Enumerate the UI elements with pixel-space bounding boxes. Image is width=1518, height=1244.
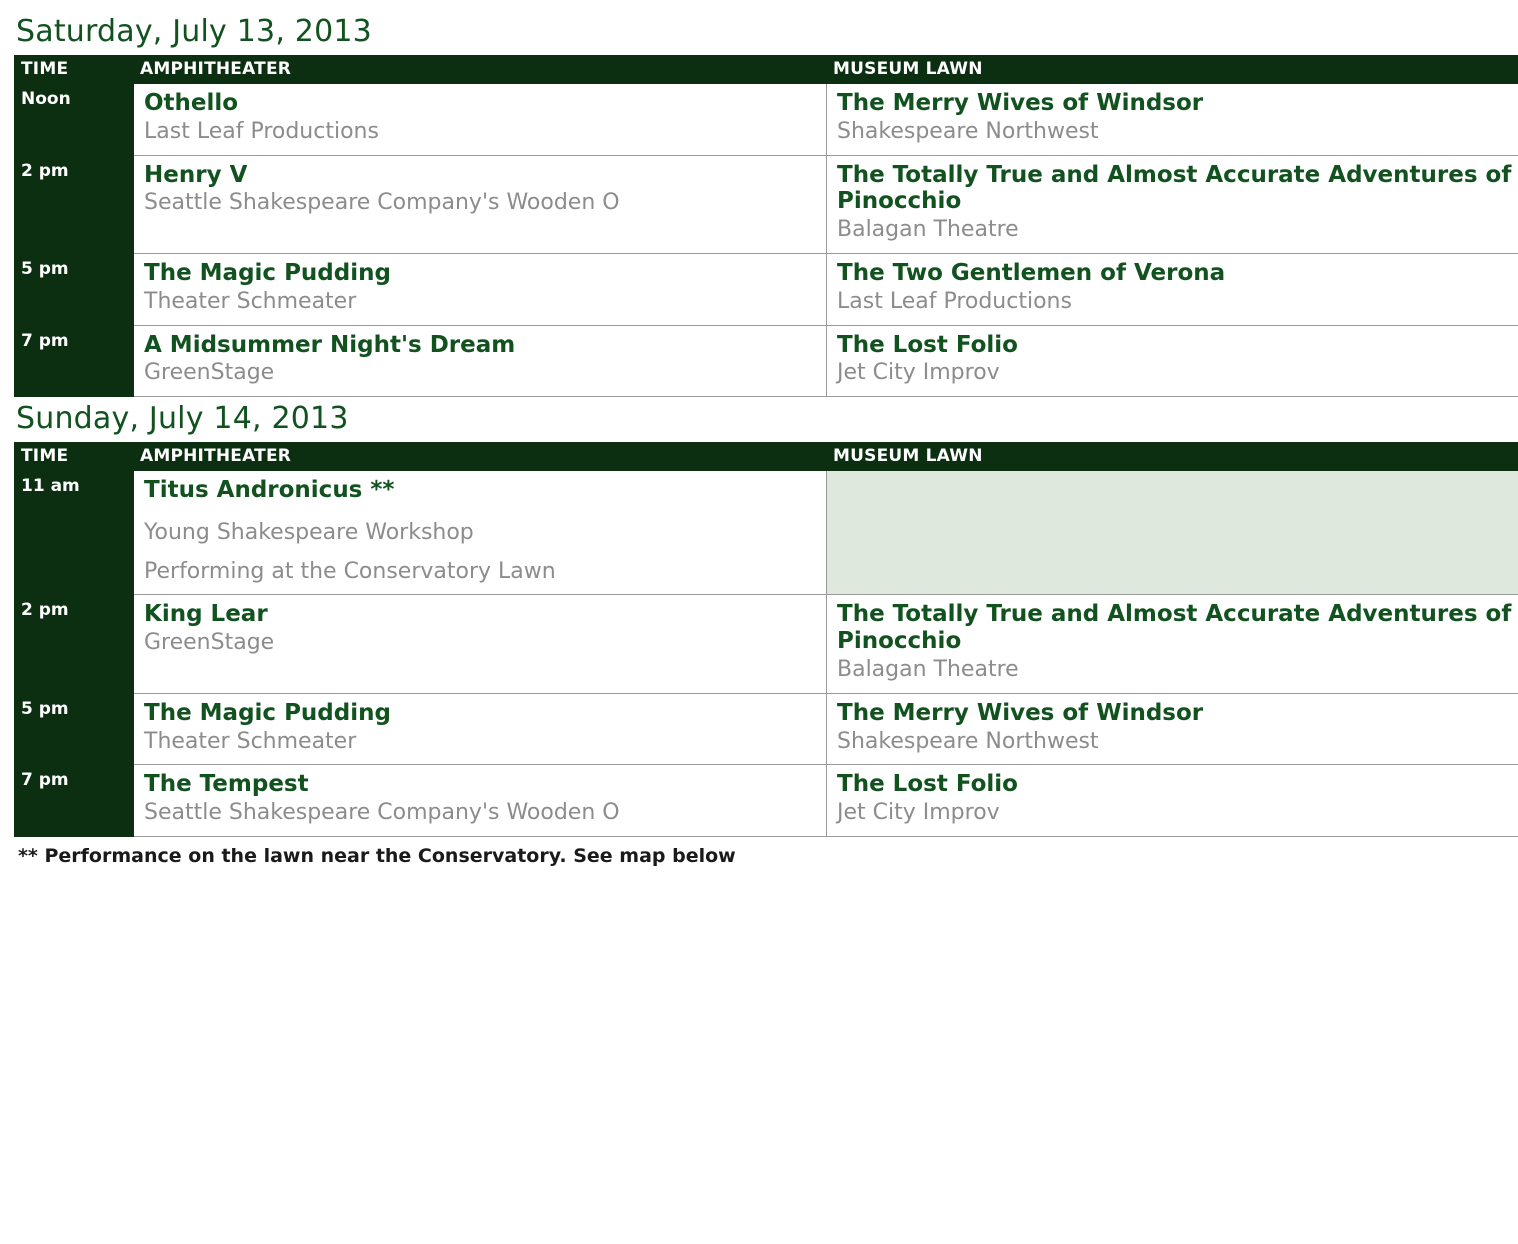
show-title: Henry V	[144, 161, 248, 188]
row-time: 2 pm	[15, 155, 134, 253]
show-title: The Tempest	[144, 771, 309, 798]
row-time: 7 pm	[15, 765, 134, 837]
show-title: King Lear	[144, 601, 268, 628]
show-title: A Midsummer Night's Dream	[144, 331, 516, 358]
column-header-time: TIME	[15, 56, 134, 84]
column-header-museum-lawn: MUSEUM LAWN	[827, 56, 1518, 84]
museum-lawn-cell	[827, 325, 1518, 397]
show-company: Balagan Theatre	[837, 217, 1019, 243]
show-title: Titus Andronicus **	[144, 477, 395, 504]
show-title: The Magic Pudding	[144, 259, 391, 286]
museum-lawn-cell	[827, 84, 1518, 156]
table-row	[15, 253, 1518, 325]
show-company: Last Leaf Productions	[144, 118, 379, 144]
museum-lawn-cell	[827, 765, 1518, 837]
show-location-note: Performing at the Conservatory Lawn	[144, 558, 556, 584]
show-title: The Lost Folio	[837, 331, 1018, 358]
show-company: Theater Schmeater	[144, 288, 357, 314]
row-time: 5 pm	[15, 253, 134, 325]
row-time: 2 pm	[15, 595, 134, 693]
row-time: Noon	[15, 84, 134, 156]
show-title: The Merry Wives of Windsor	[837, 90, 1204, 116]
table-header-row	[15, 56, 1518, 84]
show-title: The Totally True and Almost Accurate Adventures of Pinocchio	[837, 161, 1512, 215]
amphitheater-cell	[134, 325, 827, 397]
museum-lawn-cell-empty	[827, 471, 1518, 595]
show-company: Seattle Shakespeare Company's Wooden O	[144, 800, 620, 826]
amphitheater-cell	[134, 471, 827, 595]
show-company: Seattle Shakespeare Company's Wooden O	[144, 190, 620, 216]
footnote: ** Performance on the lawn near the Conservatory. See map below	[18, 844, 736, 867]
show-company: GreenStage	[144, 630, 275, 656]
table-row	[15, 471, 1518, 595]
row-time: 11 am	[15, 471, 134, 595]
show-title: The Lost Folio	[837, 771, 1018, 798]
column-header-amphitheater: AMPHITHEATER	[134, 443, 827, 471]
show-company: Shakespeare Northwest	[837, 728, 1099, 754]
amphitheater-cell	[134, 595, 827, 693]
show-company: Young Shakespeare Workshop	[144, 519, 474, 545]
table-row	[15, 693, 1518, 765]
column-header-time: TIME	[15, 443, 134, 471]
show-company: Last Leaf Productions	[837, 288, 1072, 314]
museum-lawn-cell	[827, 595, 1518, 693]
amphitheater-cell	[134, 765, 827, 837]
show-title: The Two Gentlemen of Verona	[837, 259, 1226, 286]
museum-lawn-cell	[827, 155, 1518, 253]
amphitheater-cell	[134, 84, 827, 156]
show-title: The Merry Wives of Windsor	[837, 699, 1204, 726]
show-company: Jet City Improv	[837, 800, 1000, 826]
schedule-table-sunday	[14, 442, 1518, 837]
schedule-table-saturday	[14, 55, 1518, 397]
row-time: 7 pm	[15, 325, 134, 397]
show-company: Theater Schmeater	[144, 728, 357, 754]
table-row	[15, 155, 1518, 253]
table-header-row	[15, 443, 1518, 471]
show-company: Balagan Theatre	[837, 657, 1019, 682]
day-title-sunday: Sunday, July 14, 2013	[16, 401, 349, 437]
show-company: Jet City Improv	[837, 360, 1000, 386]
column-header-amphitheater: AMPHITHEATER	[134, 56, 827, 84]
show-title: Othello	[144, 90, 239, 116]
show-company: GreenStage	[144, 360, 275, 386]
table-row	[15, 325, 1518, 397]
amphitheater-cell	[134, 693, 827, 765]
museum-lawn-cell	[827, 253, 1518, 325]
amphitheater-cell	[134, 253, 827, 325]
amphitheater-cell	[134, 155, 827, 253]
column-header-museum-lawn: MUSEUM LAWN	[827, 443, 1518, 471]
museum-lawn-cell	[827, 693, 1518, 765]
show-title: The Magic Pudding	[144, 699, 391, 726]
show-company: Shakespeare Northwest	[837, 118, 1099, 144]
table-row	[15, 84, 1518, 156]
show-title: The Totally True and Almost Accurate Adventures of Pinocchio	[837, 601, 1512, 655]
day-title-saturday: Saturday, July 13, 2013	[16, 14, 372, 49]
table-row	[15, 765, 1518, 837]
table-row	[15, 595, 1518, 693]
row-time: 5 pm	[15, 693, 134, 765]
